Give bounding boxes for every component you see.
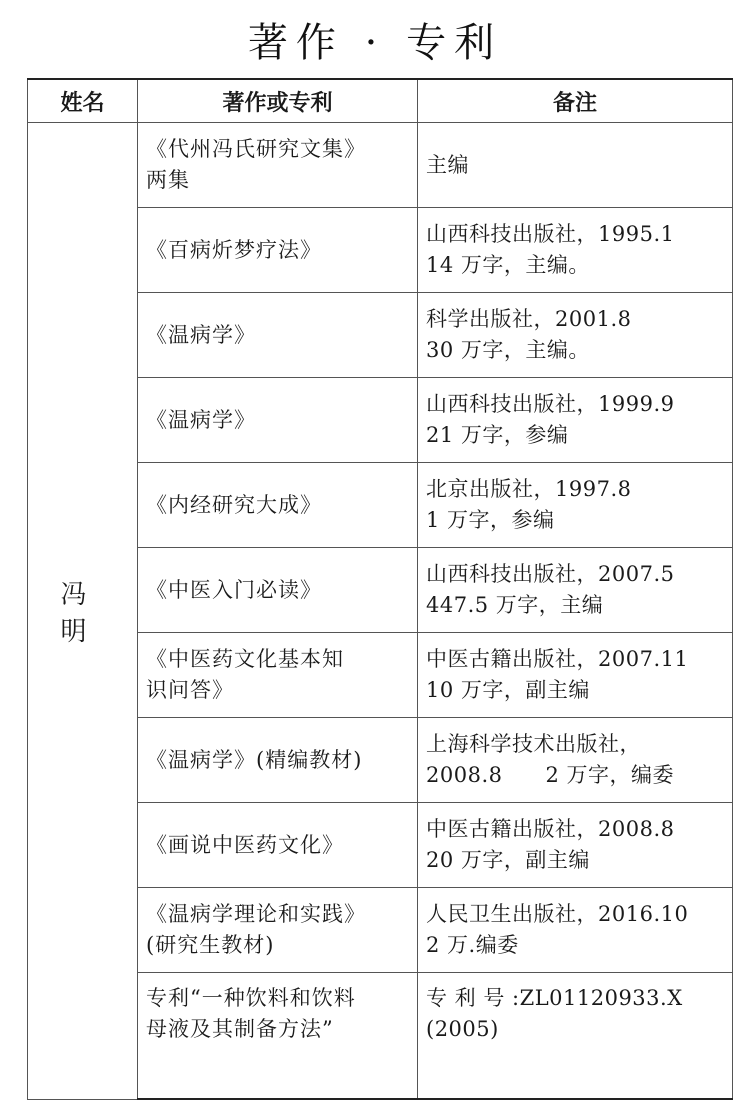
work-text-line: 《中医入门必读》 — [146, 577, 322, 602]
work-cell — [138, 123, 418, 208]
header-work: 著作或专利 — [138, 79, 418, 123]
work-cell — [138, 633, 418, 718]
work-cell — [138, 463, 418, 548]
note-text-line: 1 万字，参编 — [426, 508, 555, 532]
work-cell — [138, 718, 418, 803]
note-cell — [418, 718, 733, 803]
header-name: 姓名 — [28, 79, 138, 123]
work-text-line: 两集 — [146, 168, 190, 192]
work-text-line: (研究生教材) — [146, 933, 275, 957]
note-text-line: 20 万字，副主编 — [426, 848, 590, 872]
note-text-line: 30 万字，主编。 — [426, 338, 590, 362]
work-text-line: 专利“一种饮料和饮料 — [146, 986, 356, 1010]
header-note: 备注 — [418, 79, 733, 123]
work-text-line: 母液及其制备方法” — [146, 1017, 334, 1041]
work-cell — [138, 888, 418, 973]
note-text-line: 21 万字，参编 — [426, 423, 569, 447]
note-cell — [418, 633, 733, 718]
work-cell — [138, 803, 418, 888]
note-text-line: 山西科技出版社，1999.9 — [426, 392, 675, 416]
note-text-line: (2005) — [426, 1017, 499, 1041]
note-text-line: 上海科学技术出版社， — [426, 732, 641, 756]
work-cell — [138, 973, 418, 1100]
note-cell — [418, 378, 733, 463]
note-text-line: 北京出版社，1997.8 — [426, 477, 632, 501]
work-text-line: 《中医药文化基本知 — [146, 647, 344, 671]
note-text-line: 中医古籍出版社，2008.8 — [426, 817, 675, 841]
table-row — [28, 123, 733, 208]
work-text-line: 《内经研究大成》 — [146, 492, 322, 517]
page-title: 著作 · 专利 — [247, 19, 503, 66]
author-name-cell: 冯 明 — [28, 123, 138, 1100]
note-cell — [418, 123, 733, 208]
work-cell — [138, 548, 418, 633]
note-text-line: 447.5 万字，主编 — [426, 593, 604, 617]
work-text-line: 《画说中医药文化》 — [146, 832, 344, 857]
note-text-line: 山西科技出版社，2007.5 — [426, 562, 675, 586]
note-text-line: 2 万.编委 — [426, 933, 519, 957]
table-header-row — [28, 79, 733, 123]
work-text-line: 《百病炘梦疗法》 — [146, 237, 322, 262]
work-cell — [138, 208, 418, 293]
note-cell — [418, 888, 733, 973]
note-cell — [418, 463, 733, 548]
note-text-line: 科学出版社，2001.8 — [426, 307, 632, 331]
note-cell — [418, 803, 733, 888]
note-text-line: 人民卫生出版社，2016.10 — [426, 902, 689, 926]
note-text-line: 山西科技出版社，1995.1 — [426, 222, 675, 246]
note-cell — [418, 208, 733, 293]
note-cell — [418, 293, 733, 378]
note-cell — [418, 973, 733, 1100]
note-text-line: 10 万字，副主编 — [426, 678, 590, 702]
work-cell — [138, 378, 418, 463]
note-text-line: 14 万字，主编。 — [426, 253, 590, 277]
note-text-line: 专 利 号 :ZL01120933.X — [426, 986, 683, 1010]
work-cell — [138, 293, 418, 378]
note-text-line: 2008.8 2 万字，编委 — [426, 763, 675, 787]
work-text-line: 《代州冯氏研究文集》 — [146, 137, 366, 161]
work-text-line: 识问答》 — [146, 678, 234, 702]
works-table — [27, 78, 733, 1100]
work-text-line: 《温病学》 — [146, 322, 256, 347]
work-text-line: 《温病学理论和实践》 — [146, 902, 366, 926]
note-text-line: 主编 — [426, 152, 469, 177]
work-text-line: 《温病学》(精编教材) — [146, 747, 363, 772]
note-text-line: 中医古籍出版社，2007.11 — [426, 647, 689, 671]
work-text-line: 《温病学》 — [146, 407, 256, 432]
note-cell — [418, 548, 733, 633]
